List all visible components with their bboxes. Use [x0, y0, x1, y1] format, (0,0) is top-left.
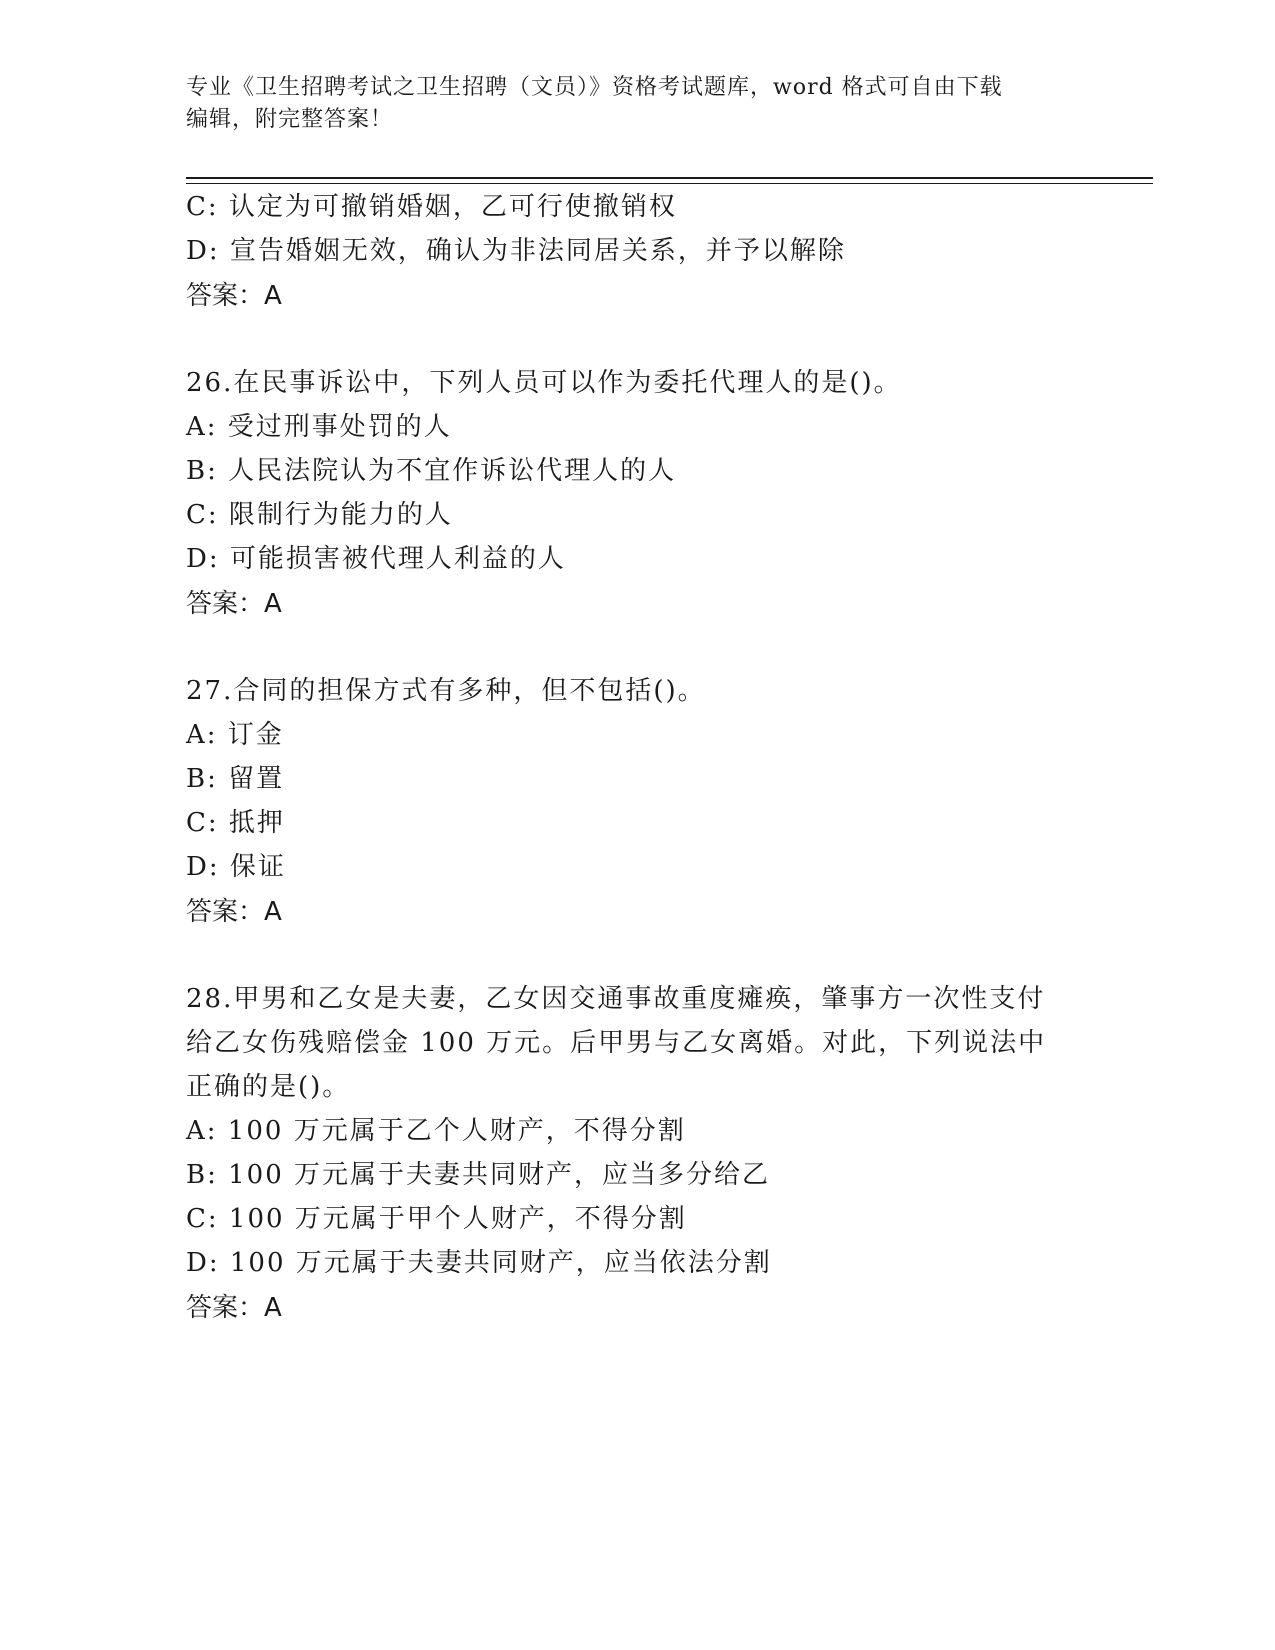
q28-answer: 答案：A: [186, 1293, 282, 1323]
q27-stem: 27.合同的担保方式有多种，但不包括()。: [186, 676, 706, 706]
q25-answer: 答案：A: [186, 281, 282, 311]
q28-option-b: B: 100 万元属于夫妻共同财产，应当多分给乙: [186, 1160, 771, 1190]
q28-stem-line-2: 给乙女伤残赔偿金 100 万元。后甲男与乙女离婚。对此，下列说法中: [186, 1028, 1047, 1058]
q28-option-d: D: 100 万元属于夫妻共同财产，应当依法分割: [186, 1248, 772, 1278]
q28-option-a: A: 100 万元属于乙个人财产，不得分割: [186, 1116, 686, 1146]
document-header: [186, 72, 1066, 136]
q28-stem-line-1: 28.甲男和乙女是夫妻，乙女因交通事故重度瘫痪，肇事方一次性支付: [186, 984, 1046, 1014]
q26-stem: 26.在民事诉讼中，下列人员可以作为委托代理人的是()。: [186, 368, 902, 398]
q26-option-c: C: 限制行为能力的人: [186, 500, 453, 530]
header-divider-thin: [186, 183, 1153, 184]
q28-option-c: C: 100 万元属于甲个人财产，不得分割: [186, 1204, 687, 1234]
q25-option-d: D: 宣告婚姻无效，确认为非法同居关系，并予以解除: [186, 236, 846, 266]
q27-option-c: C: 抵押: [186, 808, 285, 838]
q26-option-a: A: 受过刑事处罚的人: [186, 412, 452, 442]
q26-option-d: D: 可能损害被代理人利益的人: [186, 544, 566, 574]
header-divider-thick: [186, 177, 1153, 179]
q27-option-a: A: 订金: [186, 720, 284, 750]
q26-answer: 答案：A: [186, 589, 282, 619]
q28-stem-line-3: 正确的是()。: [186, 1072, 351, 1102]
header-line-2: 编辑，附完整答案！: [186, 107, 394, 132]
q27-option-b: B: 留置: [186, 764, 285, 794]
q27-option-d: D: 保证: [186, 852, 286, 882]
q26-option-b: B: 人民法院认为不宜作诉讼代理人的人: [186, 456, 677, 486]
q27-answer: 答案：A: [186, 897, 282, 927]
header-line-1: 专业《卫生招聘考试之卫生招聘（文员）》资格考试题库，word 格式可自由下载: [186, 75, 1003, 100]
q25-option-c: C: 认定为可撤销婚姻，乙可行使撤销权: [186, 192, 677, 222]
